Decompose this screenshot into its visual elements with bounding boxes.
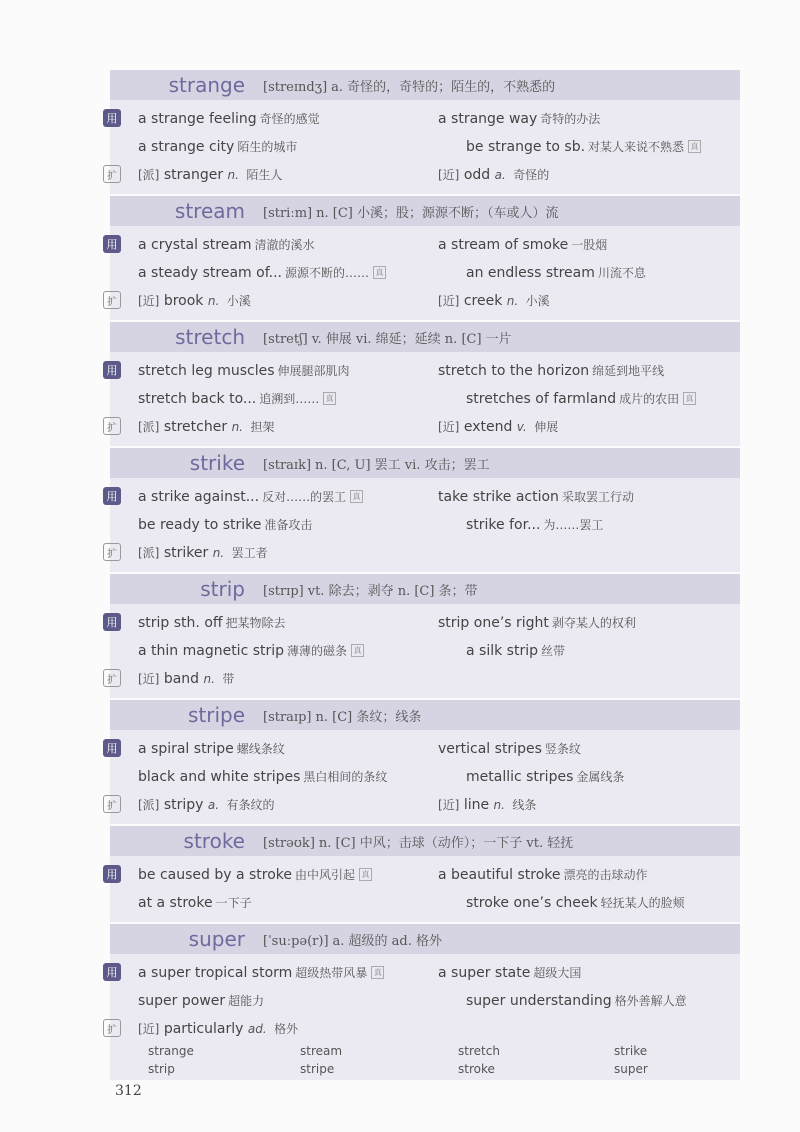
usage-badge-icon: 用 — [103, 361, 121, 379]
entry-header — [110, 322, 740, 352]
meaning: vt. 除去；剥夺 n. [C] 条；带 — [307, 583, 478, 599]
phrase-zh: 采取罢工行动 — [561, 489, 634, 504]
phrase-en: strip sth. off — [138, 614, 223, 631]
word-entry — [106, 322, 740, 446]
usage-badge-icon: 用 — [103, 865, 121, 883]
usage-phrase — [138, 642, 438, 659]
usage-row — [110, 384, 740, 412]
meaning: v. 伸展 vi. 绵延；延续 n. [C] 一片 — [311, 331, 512, 347]
pronunciation: [streɪndʒ] — [263, 79, 328, 95]
exam-mark-icon: 真 — [371, 966, 384, 979]
index-word: super — [614, 1062, 648, 1076]
usage-row — [106, 608, 740, 636]
related-word-en: particularly — [163, 1020, 244, 1037]
relation-tag: [近] — [138, 671, 160, 686]
phrase-zh: 薄薄的磁条 — [287, 643, 348, 658]
phrase-en: metallic stripes — [466, 768, 574, 785]
related-word-zh: 担架 — [250, 419, 275, 434]
usage-phrase — [138, 894, 438, 911]
usage-row — [110, 510, 740, 538]
phrase-zh: 伸展腿部肌肉 — [277, 363, 350, 378]
phrase-zh: 丝带 — [540, 643, 565, 658]
usage-row — [106, 356, 740, 384]
phrase-en: take strike action — [438, 488, 559, 505]
definition — [263, 832, 573, 851]
meaning: n. [C] 条纹；线条 — [315, 709, 422, 725]
phrase-zh: 轻抚某人的脸颊 — [600, 895, 685, 910]
phrase-en: stretch leg muscles — [138, 362, 275, 379]
headword: stretch — [175, 325, 245, 349]
phrase-en: stroke one’s cheek — [466, 894, 598, 911]
headword: strip — [200, 577, 245, 601]
phrase-en: at a stroke — [138, 894, 213, 911]
usage-phrase — [466, 138, 766, 155]
index-word: strange — [148, 1044, 194, 1058]
related-word-en: band — [163, 670, 200, 687]
phrase-en: super understanding — [466, 992, 612, 1009]
entry-body — [106, 730, 740, 824]
phrase-en: vertical stripes — [438, 740, 542, 757]
part-of-speech: v. — [516, 419, 527, 434]
related-word — [138, 418, 438, 435]
exam-mark-icon: 真 — [323, 392, 336, 405]
usage-phrase — [138, 740, 438, 757]
phrase-en: super power — [138, 992, 226, 1009]
entry-body — [106, 604, 740, 698]
usage-phrase — [466, 516, 766, 533]
definition — [263, 76, 555, 95]
usage-phrase — [138, 236, 438, 253]
pronunciation: [stretʃ] — [263, 331, 308, 347]
pronunciation: [ˈsuːpə(r)] — [263, 933, 329, 949]
exam-mark-icon: 真 — [359, 868, 372, 881]
phrase-en: a strange way — [438, 110, 538, 127]
phrase-zh: 奇怪的感觉 — [259, 111, 320, 126]
definition — [263, 328, 512, 347]
usage-phrase — [466, 390, 766, 407]
related-word-en: odd — [463, 166, 491, 183]
index-word: strip — [148, 1062, 175, 1076]
index-word: stripe — [300, 1062, 335, 1076]
related-word-zh: 伸展 — [534, 419, 559, 434]
entry-body — [106, 100, 740, 194]
pronunciation: [strɪp] — [263, 583, 304, 599]
word-entry — [106, 196, 740, 320]
related-word-zh: 有条纹的 — [226, 797, 275, 812]
related-word-en: stripy — [163, 796, 204, 813]
extension-row — [107, 538, 740, 566]
related-word-zh: 小溪 — [226, 293, 251, 308]
related-word-en: line — [463, 796, 490, 813]
definition — [263, 454, 490, 473]
extension-badge-icon: 扩 — [103, 291, 121, 309]
usage-badge-icon: 用 — [103, 109, 121, 127]
usage-phrase — [466, 768, 766, 785]
phrase-zh: 准备攻击 — [264, 517, 313, 532]
extension-row — [107, 412, 740, 440]
related-word-en: stretcher — [163, 418, 228, 435]
meaning: n. [C, U] 罢工 vi. 攻击；罢工 — [315, 457, 490, 473]
extension-badge-icon: 扩 — [103, 1019, 121, 1037]
usage-row — [106, 482, 740, 510]
phrase-en: stretches of farmland — [466, 390, 617, 407]
phrase-en: stretch to the horizon — [438, 362, 590, 379]
entry-body — [106, 226, 740, 320]
phrase-en: black and white stripes — [138, 768, 301, 785]
related-word — [138, 796, 438, 813]
phrase-en: a steady stream of... — [138, 264, 282, 281]
entry-header — [110, 924, 740, 954]
phrase-zh: 绵延到地平线 — [592, 363, 665, 378]
usage-phrase — [138, 964, 438, 981]
extension-badge-icon: 扩 — [103, 543, 121, 561]
relation-tag: [近] — [138, 293, 160, 308]
word-entry — [106, 574, 740, 698]
phrase-en: a strike against... — [138, 488, 260, 505]
usage-phrase — [466, 642, 766, 659]
phrase-zh: 陌生的城市 — [237, 139, 298, 154]
phrase-en: stretch back to... — [138, 390, 257, 407]
related-word-en: creek — [463, 292, 503, 309]
related-word-zh: 格外 — [274, 1021, 299, 1036]
phrase-zh: 奇特的办法 — [540, 111, 601, 126]
definition — [263, 930, 442, 949]
phrase-zh: 超级热带风暴 — [295, 965, 368, 980]
phrase-en: a silk strip — [466, 642, 538, 659]
usage-row — [110, 132, 740, 160]
extension-row — [107, 1014, 740, 1042]
related-word — [438, 418, 738, 435]
related-word — [138, 670, 438, 687]
index-word: stroke — [458, 1062, 495, 1076]
entry-body — [106, 856, 740, 922]
usage-row — [110, 258, 740, 286]
phrase-zh: 螺线条纹 — [236, 741, 285, 756]
headword: strange — [168, 73, 245, 97]
part-of-speech: a. — [494, 167, 506, 182]
part-of-speech: n. — [231, 419, 243, 434]
meaning: n. [C] 中风；击球（动作）；一下子 vt. 轻抚 — [318, 835, 574, 851]
definition — [263, 706, 421, 725]
entry-body — [106, 478, 740, 572]
usage-phrase — [138, 488, 438, 505]
usage-phrase — [138, 614, 438, 631]
entry-header — [110, 196, 740, 226]
relation-tag: [派] — [138, 167, 160, 182]
phrase-en: a strange city — [138, 138, 235, 155]
part-of-speech: ad. — [247, 1021, 267, 1036]
related-word-zh: 小溪 — [525, 293, 550, 308]
headword: stream — [174, 199, 245, 223]
phrase-zh: 一股烟 — [571, 237, 608, 252]
related-word — [138, 1020, 438, 1037]
phrase-zh: 超能力 — [228, 993, 265, 1008]
relation-tag: [近] — [438, 419, 460, 434]
word-entry — [106, 70, 740, 194]
dictionary-page — [106, 70, 740, 1050]
part-of-speech: n. — [506, 293, 519, 308]
relation-tag: [近] — [138, 1021, 160, 1036]
related-word-en: stranger — [163, 166, 224, 183]
part-of-speech: a. — [207, 797, 220, 812]
index-word: stream — [300, 1044, 343, 1058]
extension-badge-icon: 扩 — [103, 165, 121, 183]
usage-phrase — [466, 894, 766, 911]
usage-badge-icon: 用 — [103, 235, 121, 253]
usage-phrase — [138, 264, 438, 281]
pronunciation: [straɪp] — [263, 709, 312, 725]
word-entry — [106, 924, 740, 1048]
usage-badge-icon: 用 — [103, 963, 121, 981]
usage-row — [106, 860, 740, 888]
usage-phrase — [438, 964, 738, 981]
part-of-speech: n. — [227, 167, 239, 182]
related-word — [138, 166, 438, 183]
phrase-en: be strange to sb. — [466, 138, 586, 155]
definition — [263, 202, 559, 221]
phrase-zh: 竖条纹 — [544, 741, 581, 756]
phrase-en: a spiral stripe — [138, 740, 234, 757]
usage-phrase — [438, 362, 738, 379]
phrase-en: a strange feeling — [138, 110, 257, 127]
usage-phrase — [138, 768, 438, 785]
usage-phrase — [438, 110, 738, 127]
entry-body — [106, 352, 740, 446]
phrase-zh: 由中风引起 — [295, 867, 356, 882]
usage-phrase — [466, 264, 766, 281]
headword: super — [188, 927, 245, 951]
phrase-en: a thin magnetic strip — [138, 642, 285, 659]
usage-badge-icon: 用 — [103, 613, 121, 631]
related-word — [138, 292, 438, 309]
phrase-en: an endless stream — [466, 264, 595, 281]
extension-row — [107, 286, 740, 314]
extension-badge-icon: 扩 — [103, 669, 121, 687]
exam-mark-icon: 真 — [351, 644, 364, 657]
pronunciation: [strəʊk] — [263, 835, 315, 851]
word-entry — [106, 826, 740, 922]
relation-tag: [近] — [438, 167, 460, 182]
usage-phrase — [466, 992, 766, 1009]
phrase-zh: 追溯到…… — [259, 391, 320, 406]
usage-phrase — [138, 362, 438, 379]
headword: stroke — [183, 829, 245, 853]
usage-row — [106, 734, 740, 762]
usage-row — [110, 636, 740, 664]
relation-tag: [派] — [138, 545, 160, 560]
related-word-en: brook — [163, 292, 204, 309]
usage-row — [110, 986, 740, 1014]
extension-badge-icon: 扩 — [103, 795, 121, 813]
related-word-zh: 罢工者 — [231, 545, 268, 560]
meaning: a. 超级的 ad. 格外 — [332, 933, 443, 949]
phrase-zh: 格外善解人意 — [614, 993, 687, 1008]
phrase-zh: 源源不断的…… — [284, 265, 369, 280]
usage-row — [110, 888, 740, 916]
phrase-en: a super tropical storm — [138, 964, 293, 981]
phrase-zh: 金属线条 — [576, 769, 625, 784]
phrase-zh: 成片的农田 — [619, 391, 680, 406]
related-word-zh: 线条 — [512, 797, 537, 812]
meaning: n. [C] 小溪；股；源源不断；（车或人）流 — [316, 205, 559, 221]
usage-phrase — [138, 390, 438, 407]
headword: stripe — [187, 703, 245, 727]
exam-mark-icon: 真 — [683, 392, 696, 405]
entry-header — [110, 700, 740, 730]
relation-tag: [近] — [438, 293, 460, 308]
usage-badge-icon: 用 — [103, 487, 121, 505]
related-word-zh: 带 — [222, 671, 235, 686]
index-word: strike — [614, 1044, 648, 1058]
phrase-zh: 为……罢工 — [543, 517, 604, 532]
relation-tag: [派] — [138, 419, 160, 434]
related-word-zh: 奇怪的 — [513, 167, 550, 182]
relation-tag: [近] — [438, 797, 460, 812]
usage-phrase — [138, 516, 438, 533]
word-entry — [106, 700, 740, 824]
headword: strike — [189, 451, 245, 475]
pronunciation: [striːm] — [263, 205, 313, 221]
phrase-zh: 剥夺某人的权利 — [551, 615, 636, 630]
exam-mark-icon: 真 — [350, 490, 363, 503]
phrase-zh: 清澈的溪水 — [254, 237, 315, 252]
extension-row — [107, 790, 740, 818]
entry-header — [110, 574, 740, 604]
word-entry — [106, 448, 740, 572]
definition — [263, 580, 478, 599]
usage-phrase — [138, 138, 438, 155]
usage-row — [106, 958, 740, 986]
phrase-en: be caused by a stroke — [138, 866, 293, 883]
usage-row — [110, 762, 740, 790]
related-word-zh: 陌生人 — [246, 167, 283, 182]
phrase-zh: 漂亮的击球动作 — [563, 867, 648, 882]
related-word — [438, 166, 738, 183]
usage-phrase — [438, 866, 738, 883]
part-of-speech: n. — [212, 545, 225, 560]
phrase-en: a beautiful stroke — [438, 866, 561, 883]
entry-body — [106, 954, 740, 1048]
phrase-zh: 超级大国 — [533, 965, 582, 980]
extension-row — [107, 664, 740, 692]
phrase-en: a crystal stream — [138, 236, 252, 253]
entry-header — [110, 448, 740, 478]
usage-row — [106, 104, 740, 132]
phrase-zh: 对某人来说不熟悉 — [588, 139, 685, 154]
usage-phrase — [438, 488, 738, 505]
page-number: 312 — [115, 1083, 142, 1099]
entry-header — [110, 826, 740, 856]
phrase-zh: 川流不息 — [597, 265, 646, 280]
index-word: stretch — [458, 1044, 500, 1058]
usage-phrase — [138, 110, 438, 127]
part-of-speech: n. — [207, 293, 220, 308]
relation-tag: [派] — [138, 797, 160, 812]
extension-row — [107, 160, 740, 188]
phrase-en: strip one’s right — [438, 614, 549, 631]
usage-phrase — [438, 740, 738, 757]
phrase-en: a super state — [438, 964, 531, 981]
extension-badge-icon: 扩 — [103, 417, 121, 435]
phrase-en: a stream of smoke — [438, 236, 569, 253]
phrase-zh: 反对……的罢工 — [262, 489, 347, 504]
phrase-en: be ready to strike — [138, 516, 262, 533]
phrase-zh: 黑白相间的条纹 — [303, 769, 388, 784]
meaning: a. 奇怪的，奇特的；陌生的，不熟悉的 — [331, 79, 556, 95]
related-word — [438, 796, 738, 813]
pronunciation: [straɪk] — [263, 457, 312, 473]
part-of-speech: n. — [203, 671, 215, 686]
usage-phrase — [438, 614, 738, 631]
exam-mark-icon: 真 — [373, 266, 386, 279]
usage-phrase — [138, 992, 438, 1009]
usage-phrase — [138, 866, 438, 883]
phrase-en: strike for... — [466, 516, 541, 533]
part-of-speech: n. — [493, 797, 505, 812]
related-word — [438, 292, 738, 309]
usage-badge-icon: 用 — [103, 739, 121, 757]
related-word-en: striker — [163, 544, 209, 561]
related-word — [138, 544, 438, 561]
phrase-zh: 把某物除去 — [225, 615, 286, 630]
phrase-zh: 一下子 — [215, 895, 252, 910]
entry-header — [110, 70, 740, 100]
word-index-footer — [110, 1040, 740, 1080]
related-word-en: extend — [463, 418, 513, 435]
exam-mark-icon: 真 — [688, 140, 701, 153]
usage-row — [106, 230, 740, 258]
usage-phrase — [438, 236, 738, 253]
